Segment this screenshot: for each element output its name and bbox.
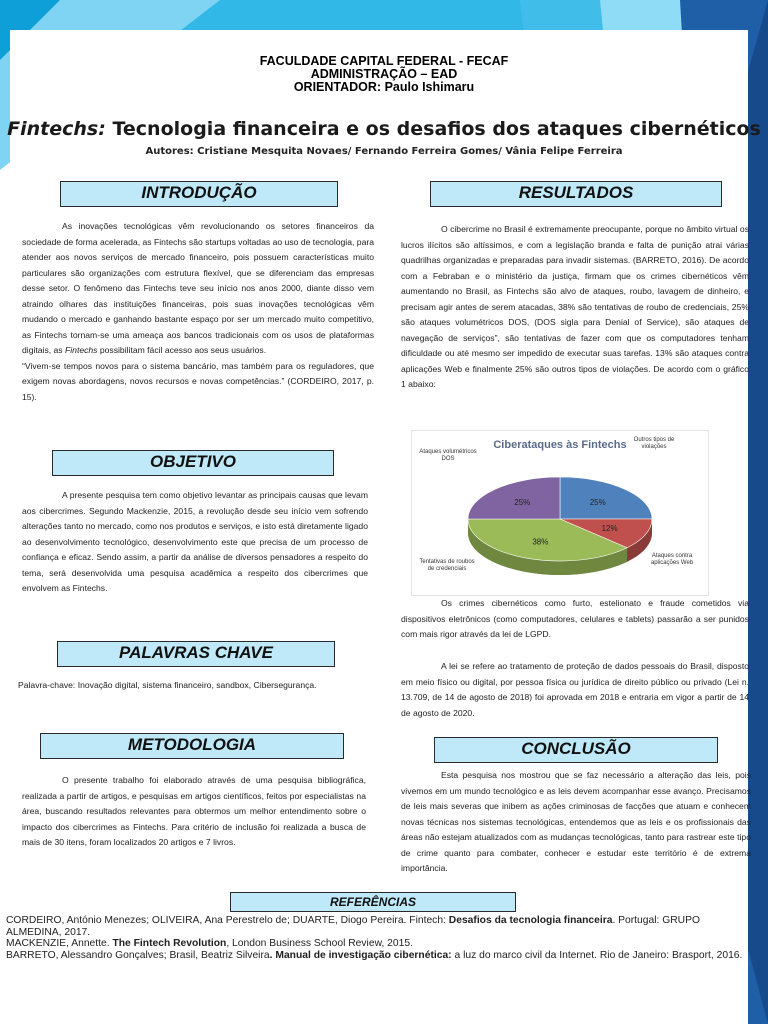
ref1-part-a: CORDEIRO, António Menezes; OLIVEIRA, Ana Perestrelo de; DUARTE, Diogo Pereira. Fintech: xyxy=(6,915,446,926)
results-paragraph-3: A lei se refere ao tratamento de proteção de dados pessoais do Brasil, disposto em meio físico ou digital, por pessoa física ou jurídica de direito público ou privado (Lei n. 13.709, de 14 de agosto de 2018) foi aprovada em 2018 e entraria em vigor a partir de 14 de agosto de 2020. xyxy=(401,661,749,718)
intro-paragraph-end: possibilitam fácil acesso aos seus usuários. xyxy=(99,345,267,355)
ref2-part-b: The Fintech Revolution xyxy=(112,938,227,949)
advisor-name: ORIENTADOR: Paulo Ishimaru xyxy=(293,80,475,94)
ref2-part-c: , London Business School Review, 2015. xyxy=(226,938,413,949)
label-outros: Outros tipos de violações xyxy=(633,437,675,450)
label-dos: Ataques volumétricos DOS xyxy=(419,449,477,462)
objective-text xyxy=(22,488,368,597)
chart-title: Ciberataques às Fintechs xyxy=(493,439,627,451)
objective-heading: OBJETIVO xyxy=(52,450,334,476)
poster-title xyxy=(0,118,768,140)
results-text-2 xyxy=(401,596,749,643)
keywords-text xyxy=(18,678,374,694)
objective-paragraph: A presente pesquisa tem como objetivo levantar as principais causas que levam aos cibercrimes. Segundo Mackenzie, 2015, a revolução desde seu início vem sofrendo alterações tanto no mercado, como nos produtos e serviços, e isto está diretamente ligado ao desenvolvimento tecnológico, desenvolvimento este que precisa de um processo de confiança e eficaz. Sendo assim, a partir da análise de diversos pensadores a respeito do tema, será desenvolvida uma pesquisa acadêmica a respeito dos cibercrimes que envolvem as Fintechs. xyxy=(22,490,368,593)
keywords-heading: PALAVRAS CHAVE xyxy=(57,641,335,667)
methodology-text xyxy=(22,773,366,851)
label-web: Ataques contra aplicações Web xyxy=(650,553,694,566)
title-rest: Tecnologia financeira e os desafios dos ataques cibernéticos xyxy=(112,118,761,140)
ref3-part-a: BARRETO, Alessandro Gonçalves; Brasil, Beatriz Silveira xyxy=(6,949,270,961)
pie-slice-value-3: 25% xyxy=(514,497,531,507)
reference-1 xyxy=(6,915,756,938)
institution-name: FACULDADE CAPITAL FEDERAL - FECAF xyxy=(259,54,509,68)
results-paragraph-1: O cibercrime no Brasil é extremamente preocupante, porque no âmbito virtual os lucros ilícitos são altíssimos, e com a legislação branda e falta de punição atrai várias quadrilhas organizadas e preparadas para invadir sistemas. (BARRETO, 2016). De acordo com a Febraban e o ministério da justiça, firmam que os crimes cibernéticos vêm aumentando no Brasil, as Fintechs são alvo de ataques, roubo, lavagem de dinheiro, e precisam agir antes de serem atacadas, 38% são tentativas de roubo de credenciais, 25% são ataques volumétricos DOS, (DOS sigla para Denial of Service), são ataques de navegação de serviços”, são tentativas de fazer com que os computadores tenham dificuldade ou até mesmo ser impedido de executar suas tarefas. 13% são ataques contra aplicações Web e finalmente 25% são outros tipos de violações. De acordo com o gráfico 1 abaixo: xyxy=(401,224,749,389)
results-text-3 xyxy=(401,659,749,721)
conclusion-heading: CONCLUSÃO xyxy=(434,737,718,763)
methodology-paragraph: O presente trabalho foi elaborado através de uma pesquisa bibliográfica, realizada a partir de artigos, e pesquisas em artigos científicos, feitos por especialistas na área, buscando resultados relevantes para obtermos um melhor entendimento sobre o impacto dos cibercrimes as Fintechs. Para critério de inclusão foi realizada a busca de mais de 30 itens, foram localizados 20 artigos e 7 livros. xyxy=(22,775,366,847)
references-list xyxy=(6,915,756,961)
ref3-part-c: a luz do marco civil da Internet. Rio de Janeiro: Brasport, 2016. xyxy=(454,949,743,961)
results-paragraph-2: Os crimes cibernéticos como furto, estelionato e fraude cometidos via dispositivos eletrônicos (como computadores, celulares e tablets) passarão a ser punidos com mais rigor através da lei de LGPD. xyxy=(401,598,749,639)
pie-slice-0 xyxy=(560,477,652,519)
label-credenciais: Tentativas de roubos de credenciais xyxy=(419,559,475,572)
reference-3 xyxy=(6,950,756,962)
intro-paragraph: As inovações tecnológicas vêm revolucionando os setores financeiros da sociedade de forma acelerada, as Fintechs são startups voltadas ao uso de tecnologia, para atender aos novos serviços de mercado financeiro, pois possuem características muito particulares são organizações com estrutura flexível, que se diferenciam das empresas desse setor. O fenômeno das Fintechs teve seu início nos anos 2000, diante disso vem atraindo olhares das instituições financeiras, pois suas inovações tecnológicas vêm mudando o mercado e ganhando bastante espaço por ser um mercado muito competitivo, as Fintechs tornam-se uma ameaça aos bancos tradicionais com os usos de plataformas digitais, as xyxy=(22,221,374,355)
intro-quote: “Vivem-se tempos novos para o sistema bancário, mas também para os reguladores, que exigem novas abordagens, novos recursos e novas competências.” (CORDEIRO, 2017, p. 15). xyxy=(22,360,374,402)
intro-text xyxy=(22,219,374,405)
methodology-heading: METODOLOGIA xyxy=(40,733,344,759)
results-heading: RESULTADOS xyxy=(430,181,722,207)
results-text xyxy=(401,222,749,393)
ref1-part-b: Desafios da tecnologia financeira xyxy=(448,915,613,926)
course-name: ADMINISTRAÇÃO – EAD xyxy=(310,67,458,81)
authors-line: Autores: Cristiane Mesquita Novaes/ Fernando Ferreira Gomes/ Vânia Felipe Ferreira xyxy=(145,146,623,157)
conclusion-text xyxy=(401,768,751,877)
ref1-part-c: . Portugal: GRUPO ALMEDINA, 2017. xyxy=(6,915,700,938)
conclusion-paragraph: Esta pesquisa nos mostrou que se faz necessário a alteração das leis, pois vivemos em um mundo tecnológico e as leis devem acompanhar esse avanço. Precisamos de leis mais severas que inibem as ações criminosas de facções que atuam e conhecem novas técnicas nos sistemas tecnológicas, entendemos que as leis e os profissionais das áreas não estejam atualizados com as mudanças tecnológicas, tanto para rastrear este tipo de crime quanto para combater, conhecer e estudar este território é de extrema importância. xyxy=(401,770,751,873)
intro-heading: INTRODUÇÃO xyxy=(60,181,338,207)
ref2-part-a: MACKENZIE, Annette. xyxy=(6,938,110,949)
references-heading: REFERÊNCIAS xyxy=(230,892,516,912)
ref3-part-b: . Manual de investigação cibernética: xyxy=(269,949,452,961)
reference-2 xyxy=(6,938,756,950)
pie-slice-value-1: 12% xyxy=(601,523,618,533)
pie-slice-value-2: 38% xyxy=(532,537,549,547)
pie-chart xyxy=(411,430,709,596)
intro-italic-word: Fintechs xyxy=(65,345,98,355)
keywords-paragraph: Palavra-chave: Inovação digital, sistema financeiro, sandbox, Cibersegurança. xyxy=(18,680,317,690)
title-italic: Fintechs: xyxy=(7,118,106,140)
pie-slice-value-0: 25% xyxy=(589,497,606,507)
